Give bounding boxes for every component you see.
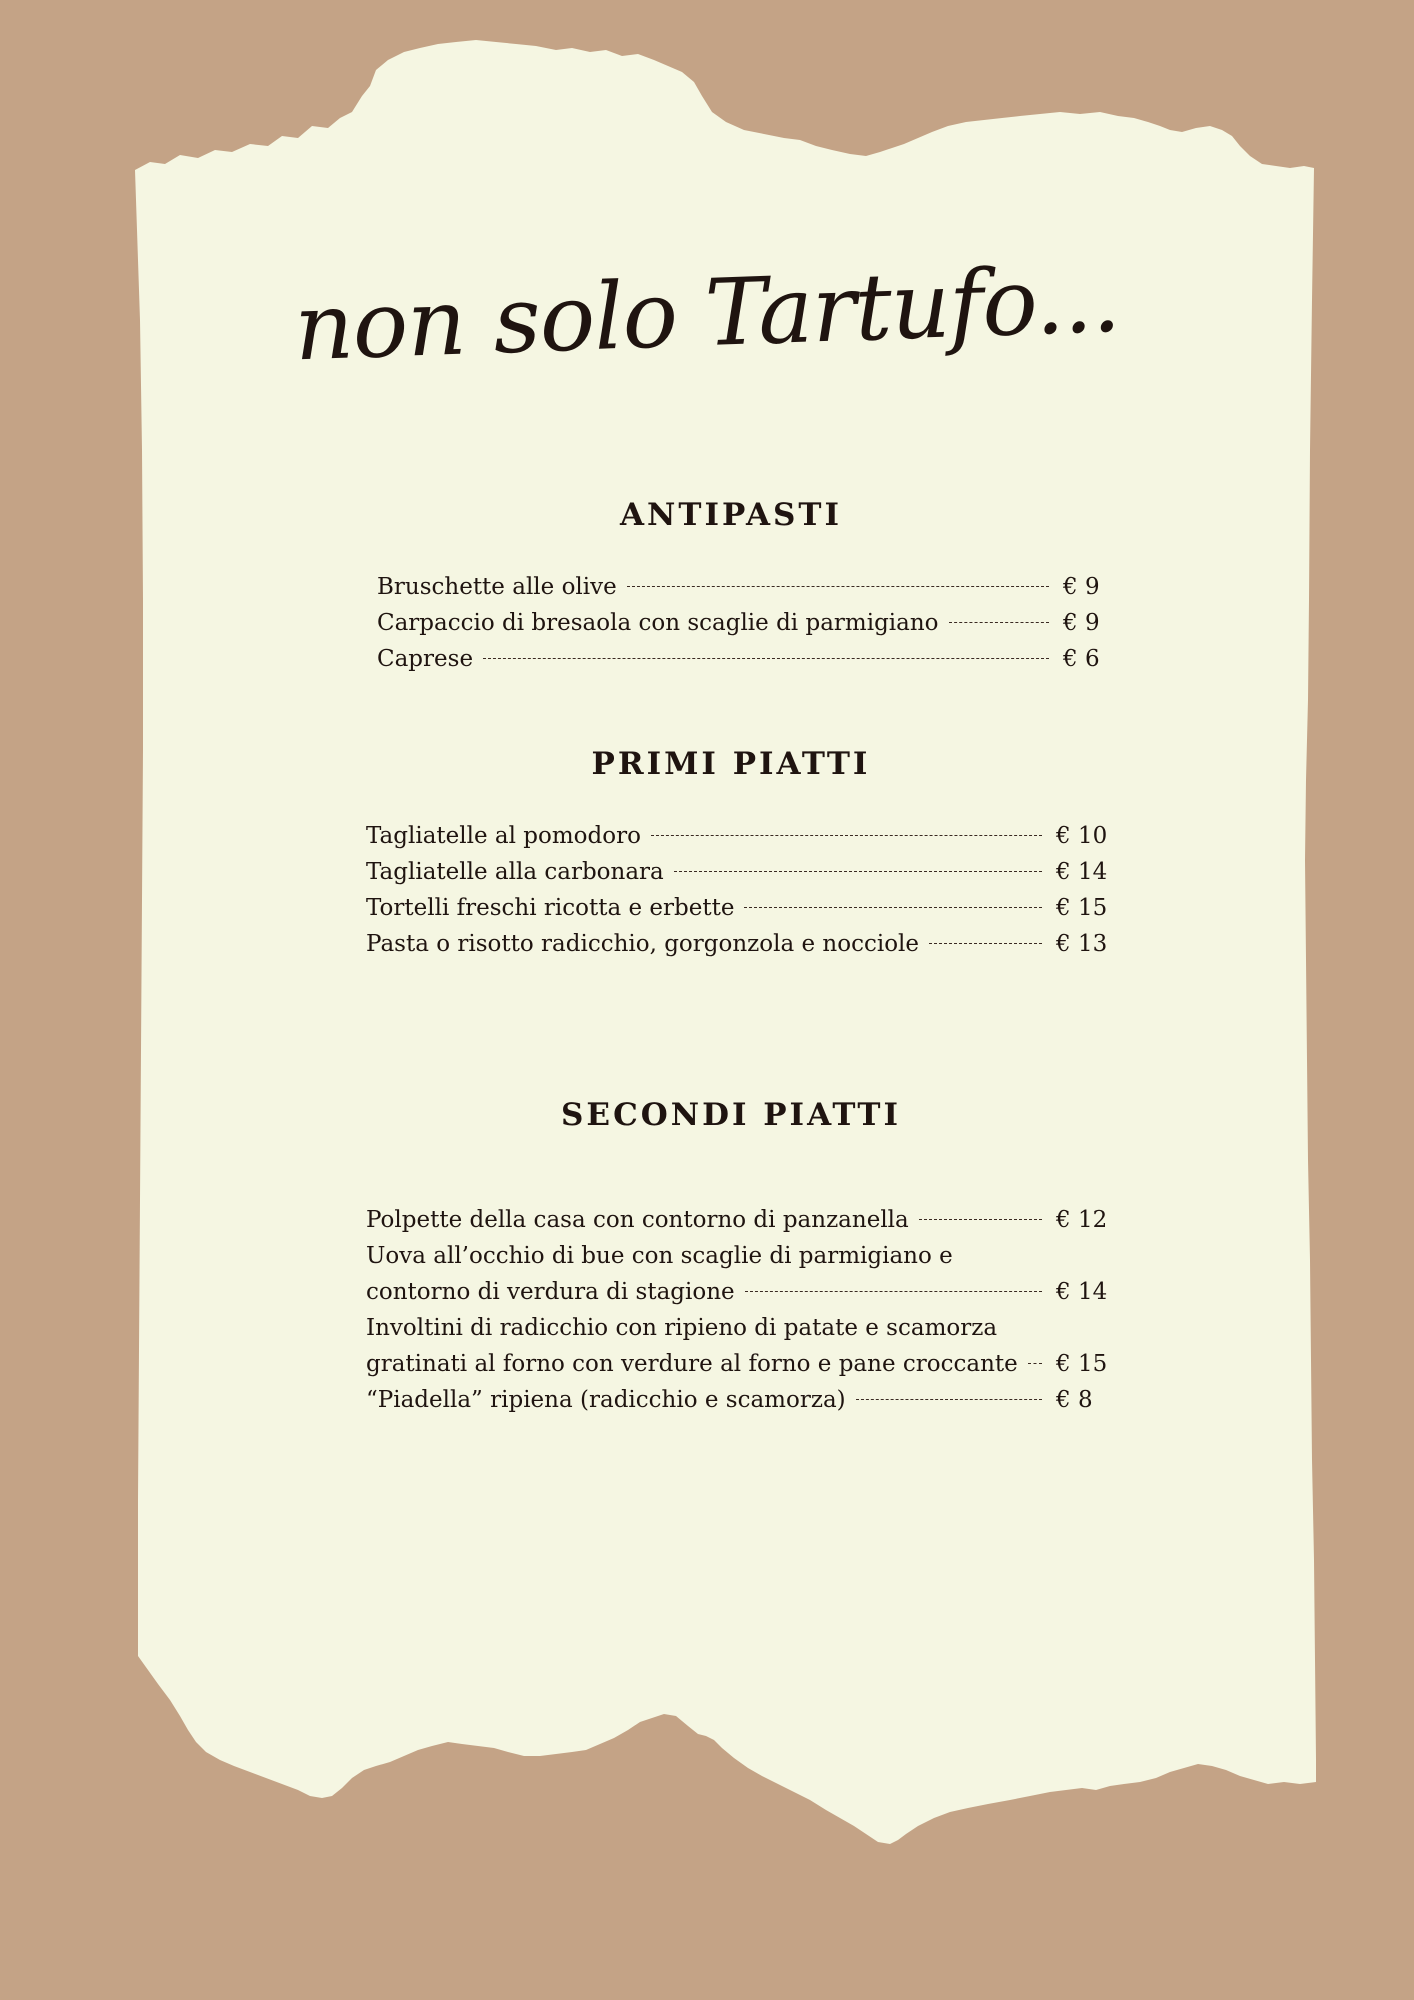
menu-item-name: Tagliatelle alla carbonara xyxy=(366,859,664,885)
menu-item-price: € 14 xyxy=(1056,859,1108,885)
menu-item xyxy=(366,823,1108,859)
menu-item-name: contorno di verdura di stagione xyxy=(366,1279,735,1305)
menu-item xyxy=(366,1387,1102,1423)
menu-item xyxy=(366,895,1108,931)
dotted-leader xyxy=(674,871,1042,872)
menu-item-price: € 12 xyxy=(1056,1207,1108,1233)
menu-item-name: “Piadella” ripiena (radicchio e scamorza) xyxy=(366,1387,846,1413)
menu-item-price: € 14 xyxy=(1056,1279,1108,1305)
menu-item-price: € 15 xyxy=(1056,895,1108,921)
dotted-leader xyxy=(856,1399,1042,1400)
menu-item xyxy=(377,574,1109,610)
menu-item-name: Bruschette alle olive xyxy=(377,574,617,600)
menu-item-name: Involtini di radicchio con ripieno di patate e scamorza xyxy=(366,1315,998,1341)
dotted-leader xyxy=(919,1219,1042,1220)
menu-title: non solo Tartufo... xyxy=(292,245,1122,382)
menu-item-name: Polpette della casa con contorno di panzanella xyxy=(366,1207,909,1233)
menu-item-price: € 6 xyxy=(1063,646,1100,672)
dotted-leader xyxy=(929,943,1042,944)
menu-item xyxy=(366,1207,1108,1243)
dotted-leader xyxy=(949,622,1049,623)
dotted-leader xyxy=(1028,1363,1042,1364)
menu-item-first-line xyxy=(366,1243,1102,1279)
dotted-leader xyxy=(651,835,1042,836)
dotted-leader xyxy=(627,586,1049,587)
primi-piatti-list xyxy=(366,823,1108,967)
menu-item-name: Uova all’occhio di bue con scaglie di parmigiano e xyxy=(366,1243,953,1269)
menu-item xyxy=(366,1279,1108,1315)
section-title-antipasti: ANTIPASTI xyxy=(619,497,843,533)
menu-item xyxy=(366,931,1108,967)
menu-item-price: € 10 xyxy=(1056,823,1108,849)
menu-item-price: € 8 xyxy=(1056,1387,1093,1413)
menu-item-name: Carpaccio di bresaola con scaglie di parmigiano xyxy=(377,610,939,636)
dotted-leader xyxy=(745,1291,1042,1292)
menu-item-first-line xyxy=(366,1315,1102,1351)
menu-item-name: Tagliatelle al pomodoro xyxy=(366,823,641,849)
menu-item-price: € 9 xyxy=(1063,574,1100,600)
antipasti-list xyxy=(377,574,1109,682)
section-title-secondi-piatti: SECONDI PIATTI xyxy=(561,1097,901,1133)
menu-item-name: gratinati al forno con verdure al forno e pane croccante xyxy=(366,1351,1018,1377)
menu-item-price: € 15 xyxy=(1056,1351,1108,1377)
menu-item xyxy=(366,859,1108,895)
dotted-leader xyxy=(483,658,1049,659)
menu-item-price: € 9 xyxy=(1063,610,1100,636)
menu-item-name: Tortelli freschi ricotta e erbette xyxy=(366,895,735,921)
menu-item-price: € 13 xyxy=(1056,931,1108,957)
menu-item-name: Caprese xyxy=(377,646,474,672)
menu-item xyxy=(366,1351,1108,1387)
section-title-primi-piatti: PRIMI PIATTI xyxy=(591,746,871,782)
menu-item-name: Pasta o risotto radicchio, gorgonzola e nocciole xyxy=(366,931,920,957)
dotted-leader xyxy=(744,907,1042,908)
secondi-piatti-list xyxy=(366,1207,1108,1423)
menu-item xyxy=(377,646,1109,682)
menu-item xyxy=(377,610,1109,646)
